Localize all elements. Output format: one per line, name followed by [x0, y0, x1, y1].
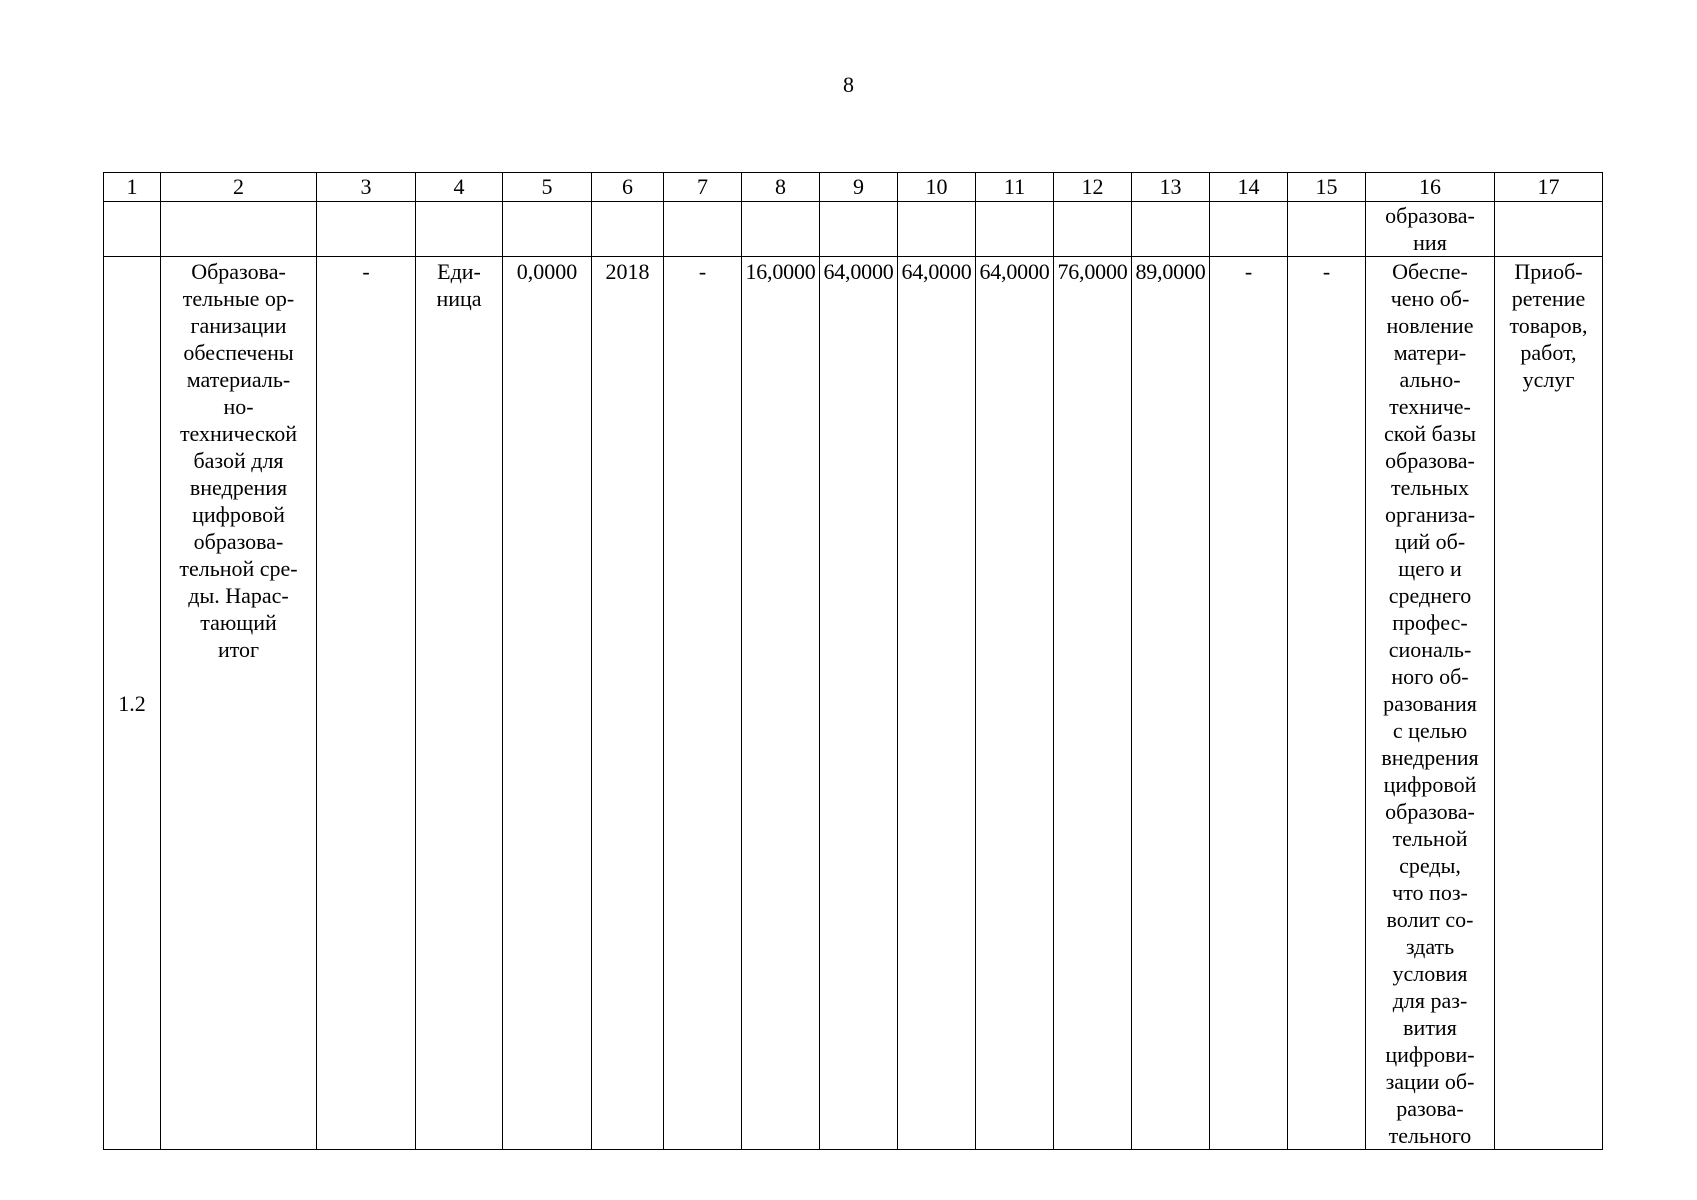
table-cell: [1132, 202, 1210, 257]
table-cell: [742, 202, 820, 257]
table-cell: [820, 202, 898, 257]
result-description: Обеспе- чено об- новление матери- ально- техниче- ской базы образова- тельных организа- ций об- щего и среднего профес- сиональ- ного об- разования с целью внедрения цифровой образова- тельной среды, что поз- волит со- здать условия для раз- вития цифрови- зации об- разова- тельного: [1366, 257, 1495, 1150]
column-header: 6: [592, 173, 664, 202]
table-cell: -: [317, 257, 416, 1150]
unit-of-measure: Еди- ница: [416, 257, 503, 1150]
column-header: 17: [1495, 173, 1603, 202]
base-value: 0,0000: [503, 257, 592, 1150]
table-row: [104, 257, 1603, 1150]
value-cell: 64,0000: [898, 257, 976, 1150]
table-cell: -: [664, 257, 742, 1150]
column-header: 12: [1054, 173, 1132, 202]
column-header: 1: [104, 173, 161, 202]
column-header: 10: [898, 173, 976, 202]
table-cell: -: [1288, 257, 1366, 1150]
table-cell: [664, 202, 742, 257]
column-number-row: [104, 173, 1603, 202]
column-header: 7: [664, 173, 742, 202]
table-cell: [1054, 202, 1132, 257]
value-cell: 64,0000: [820, 257, 898, 1150]
value-cell: 89,0000: [1132, 257, 1210, 1150]
page-number: 8: [843, 72, 854, 97]
continuation-row: [104, 202, 1603, 257]
column-header: 16: [1366, 173, 1495, 202]
column-header: 14: [1210, 173, 1288, 202]
indicator-name: Образова- тельные ор- ганизации обеспечены материаль- но- технической базой для внедрения цифровой образова- тельной сре- ды. Нарас- тающий итог: [161, 257, 317, 1150]
table-cell: [416, 202, 503, 257]
column-header: 3: [317, 173, 416, 202]
column-header: 11: [976, 173, 1054, 202]
table-cell: [1210, 202, 1288, 257]
table-cell: [898, 202, 976, 257]
table-cell: [503, 202, 592, 257]
indicators-table: [103, 172, 1603, 1150]
column-header: 2: [161, 173, 317, 202]
column-header: 4: [416, 173, 503, 202]
table-cell: [592, 202, 664, 257]
table-cell: [1495, 202, 1603, 257]
column-header: 8: [742, 173, 820, 202]
table-cell: [161, 202, 317, 257]
column-header: 13: [1132, 173, 1210, 202]
row-number: 1.2: [104, 257, 161, 1150]
table-cell: -: [1210, 257, 1288, 1150]
column-header: 15: [1288, 173, 1366, 202]
table-cell: [104, 202, 161, 257]
result-type: Приоб- ретение товаров, работ, услуг: [1495, 257, 1603, 1150]
base-year: 2018: [592, 257, 664, 1150]
column-header: 5: [503, 173, 592, 202]
table-cell: [976, 202, 1054, 257]
continuation-text: образова- ния: [1366, 202, 1495, 257]
column-header: 9: [820, 173, 898, 202]
table-cell: [1288, 202, 1366, 257]
value-cell: 16,0000: [742, 257, 820, 1150]
value-cell: 76,0000: [1054, 257, 1132, 1150]
table-cell: [317, 202, 416, 257]
value-cell: 64,0000: [976, 257, 1054, 1150]
